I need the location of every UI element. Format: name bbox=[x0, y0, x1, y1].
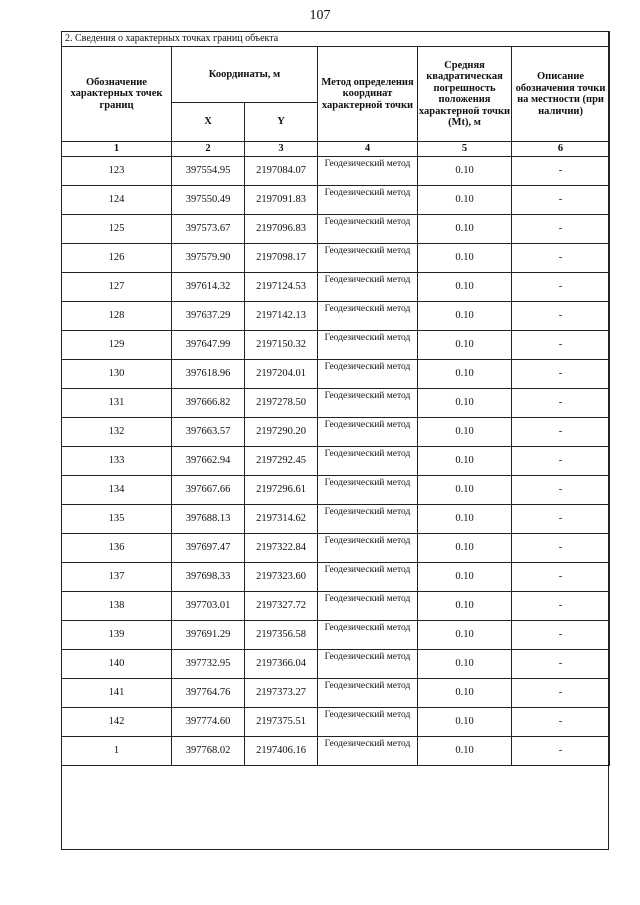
method-cell: Геодезический метод bbox=[318, 244, 418, 273]
accuracy-cell: 0.10 bbox=[418, 186, 512, 215]
accuracy-cell: 0.10 bbox=[418, 505, 512, 534]
x-coordinate-cell: 397698.33 bbox=[172, 563, 245, 592]
y-coordinate-cell: 2197084.07 bbox=[245, 157, 318, 186]
y-coordinate-cell: 2197366.04 bbox=[245, 650, 318, 679]
x-coordinate-cell: 397618.96 bbox=[172, 360, 245, 389]
page-number: 107 bbox=[309, 8, 331, 23]
description-cell: - bbox=[512, 476, 610, 505]
description-cell: - bbox=[512, 331, 610, 360]
point-cell: 130 bbox=[62, 360, 172, 389]
y-coordinate-cell: 2197124.53 bbox=[245, 273, 318, 302]
method-cell: Геодезический метод bbox=[318, 331, 418, 360]
table-row bbox=[62, 360, 610, 389]
point-cell: 1 bbox=[62, 737, 172, 766]
y-coordinate-cell: 2197406.16 bbox=[245, 737, 318, 766]
method-cell: Геодезический метод bbox=[318, 389, 418, 418]
point-cell: 123 bbox=[62, 157, 172, 186]
x-coordinate-cell: 397614.32 bbox=[172, 273, 245, 302]
method-cell: Геодезический метод bbox=[318, 157, 418, 186]
column-number: 5 bbox=[418, 142, 512, 157]
description-cell: - bbox=[512, 157, 610, 186]
accuracy-cell: 0.10 bbox=[418, 447, 512, 476]
point-cell: 134 bbox=[62, 476, 172, 505]
method-cell: Геодезический метод bbox=[318, 650, 418, 679]
accuracy-cell: 0.10 bbox=[418, 389, 512, 418]
table-row bbox=[62, 186, 610, 215]
point-cell: 128 bbox=[62, 302, 172, 331]
x-coordinate-cell: 397554.95 bbox=[172, 157, 245, 186]
description-cell: - bbox=[512, 737, 610, 766]
point-cell: 136 bbox=[62, 534, 172, 563]
table-row bbox=[62, 534, 610, 563]
table-row bbox=[62, 244, 610, 273]
y-coordinate-cell: 2197091.83 bbox=[245, 186, 318, 215]
x-coordinate-cell: 397764.76 bbox=[172, 679, 245, 708]
y-coordinate-cell: 2197322.84 bbox=[245, 534, 318, 563]
description-cell: - bbox=[512, 273, 610, 302]
description-cell: - bbox=[512, 360, 610, 389]
x-coordinate-cell: 397647.99 bbox=[172, 331, 245, 360]
y-coordinate-cell: 2197204.01 bbox=[245, 360, 318, 389]
point-cell: 131 bbox=[62, 389, 172, 418]
method-cell: Геодезический метод bbox=[318, 592, 418, 621]
accuracy-cell: 0.10 bbox=[418, 737, 512, 766]
accuracy-cell: 0.10 bbox=[418, 331, 512, 360]
table-row bbox=[62, 302, 610, 331]
accuracy-cell: 0.10 bbox=[418, 244, 512, 273]
accuracy-cell: 0.10 bbox=[418, 157, 512, 186]
table-row bbox=[62, 157, 610, 186]
y-coordinate-cell: 2197373.27 bbox=[245, 679, 318, 708]
description-cell: - bbox=[512, 708, 610, 737]
header-coordinates: Координаты, м bbox=[172, 47, 318, 103]
accuracy-cell: 0.10 bbox=[418, 621, 512, 650]
description-cell: - bbox=[512, 215, 610, 244]
accuracy-cell: 0.10 bbox=[418, 215, 512, 244]
point-cell: 137 bbox=[62, 563, 172, 592]
table-row bbox=[62, 650, 610, 679]
point-cell: 141 bbox=[62, 679, 172, 708]
table-row bbox=[62, 737, 610, 766]
y-coordinate-cell: 2197142.13 bbox=[245, 302, 318, 331]
method-cell: Геодезический метод bbox=[318, 215, 418, 244]
description-cell: - bbox=[512, 302, 610, 331]
x-coordinate-cell: 397666.82 bbox=[172, 389, 245, 418]
header-x: X bbox=[172, 103, 245, 142]
method-cell: Геодезический метод bbox=[318, 505, 418, 534]
method-cell: Геодезический метод bbox=[318, 447, 418, 476]
point-cell: 133 bbox=[62, 447, 172, 476]
point-cell: 127 bbox=[62, 273, 172, 302]
method-cell: Геодезический метод bbox=[318, 563, 418, 592]
point-cell: 129 bbox=[62, 331, 172, 360]
x-coordinate-cell: 397688.13 bbox=[172, 505, 245, 534]
y-coordinate-cell: 2197292.45 bbox=[245, 447, 318, 476]
x-coordinate-cell: 397697.47 bbox=[172, 534, 245, 563]
point-cell: 125 bbox=[62, 215, 172, 244]
y-coordinate-cell: 2197323.60 bbox=[245, 563, 318, 592]
point-cell: 135 bbox=[62, 505, 172, 534]
table-row bbox=[62, 447, 610, 476]
description-cell: - bbox=[512, 447, 610, 476]
table-row bbox=[62, 418, 610, 447]
column-number: 2 bbox=[172, 142, 245, 157]
y-coordinate-cell: 2197314.62 bbox=[245, 505, 318, 534]
method-cell: Геодезический метод bbox=[318, 476, 418, 505]
description-cell: - bbox=[512, 592, 610, 621]
method-cell: Геодезический метод bbox=[318, 273, 418, 302]
point-cell: 140 bbox=[62, 650, 172, 679]
header-designation: Обозначение характерных точек границ bbox=[62, 47, 172, 142]
point-cell: 126 bbox=[62, 244, 172, 273]
method-cell: Геодезический метод bbox=[318, 186, 418, 215]
x-coordinate-cell: 397774.60 bbox=[172, 708, 245, 737]
table-row bbox=[62, 389, 610, 418]
table-row bbox=[62, 215, 610, 244]
accuracy-cell: 0.10 bbox=[418, 360, 512, 389]
x-coordinate-cell: 397637.29 bbox=[172, 302, 245, 331]
column-number: 3 bbox=[245, 142, 318, 157]
description-cell: - bbox=[512, 621, 610, 650]
x-coordinate-cell: 397550.49 bbox=[172, 186, 245, 215]
point-cell: 124 bbox=[62, 186, 172, 215]
column-number: 1 bbox=[62, 142, 172, 157]
y-coordinate-cell: 2197290.20 bbox=[245, 418, 318, 447]
method-cell: Геодезический метод bbox=[318, 302, 418, 331]
y-coordinate-cell: 2197356.58 bbox=[245, 621, 318, 650]
point-cell: 139 bbox=[62, 621, 172, 650]
point-cell: 132 bbox=[62, 418, 172, 447]
y-coordinate-cell: 2197296.61 bbox=[245, 476, 318, 505]
accuracy-cell: 0.10 bbox=[418, 708, 512, 737]
description-cell: - bbox=[512, 505, 610, 534]
x-coordinate-cell: 397732.95 bbox=[172, 650, 245, 679]
section-title: 2. Сведения о характерных точках границ объекта bbox=[62, 32, 610, 47]
point-cell: 138 bbox=[62, 592, 172, 621]
header-method: Метод определения координат характерной точки bbox=[318, 47, 418, 142]
description-cell: - bbox=[512, 679, 610, 708]
description-cell: - bbox=[512, 186, 610, 215]
y-coordinate-cell: 2197150.32 bbox=[245, 331, 318, 360]
x-coordinate-cell: 397662.94 bbox=[172, 447, 245, 476]
method-cell: Геодезический метод bbox=[318, 360, 418, 389]
method-cell: Геодезический метод bbox=[318, 621, 418, 650]
table-row bbox=[62, 273, 610, 302]
accuracy-cell: 0.10 bbox=[418, 273, 512, 302]
method-cell: Геодезический метод bbox=[318, 418, 418, 447]
header-y: Y bbox=[245, 103, 318, 142]
table-row bbox=[62, 563, 610, 592]
table-row bbox=[62, 592, 610, 621]
method-cell: Геодезический метод bbox=[318, 708, 418, 737]
table-row bbox=[62, 679, 610, 708]
y-coordinate-cell: 2197278.50 bbox=[245, 389, 318, 418]
description-cell: - bbox=[512, 418, 610, 447]
x-coordinate-cell: 397691.29 bbox=[172, 621, 245, 650]
method-cell: Геодезический метод bbox=[318, 534, 418, 563]
accuracy-cell: 0.10 bbox=[418, 418, 512, 447]
description-cell: - bbox=[512, 563, 610, 592]
accuracy-cell: 0.10 bbox=[418, 534, 512, 563]
accuracy-cell: 0.10 bbox=[418, 592, 512, 621]
x-coordinate-cell: 397667.66 bbox=[172, 476, 245, 505]
method-cell: Геодезический метод bbox=[318, 679, 418, 708]
x-coordinate-cell: 397573.67 bbox=[172, 215, 245, 244]
description-cell: - bbox=[512, 534, 610, 563]
y-coordinate-cell: 2197096.83 bbox=[245, 215, 318, 244]
point-cell: 142 bbox=[62, 708, 172, 737]
accuracy-cell: 0.10 bbox=[418, 476, 512, 505]
x-coordinate-cell: 397663.57 bbox=[172, 418, 245, 447]
x-coordinate-cell: 397579.90 bbox=[172, 244, 245, 273]
description-cell: - bbox=[512, 650, 610, 679]
y-coordinate-cell: 2197375.51 bbox=[245, 708, 318, 737]
points-table-frame bbox=[61, 31, 609, 850]
accuracy-cell: 0.10 bbox=[418, 650, 512, 679]
y-coordinate-cell: 2197098.17 bbox=[245, 244, 318, 273]
column-number: 6 bbox=[512, 142, 610, 157]
header-accuracy: Средняя квадратическая погрешность положения характерной точки (Mt), м bbox=[418, 47, 512, 142]
x-coordinate-cell: 397703.01 bbox=[172, 592, 245, 621]
accuracy-cell: 0.10 bbox=[418, 302, 512, 331]
x-coordinate-cell: 397768.02 bbox=[172, 737, 245, 766]
table-row bbox=[62, 708, 610, 737]
table-row bbox=[62, 476, 610, 505]
header-description: Описание обозначения точки на местности (при наличии) bbox=[512, 47, 610, 142]
method-cell: Геодезический метод bbox=[318, 737, 418, 766]
y-coordinate-cell: 2197327.72 bbox=[245, 592, 318, 621]
accuracy-cell: 0.10 bbox=[418, 679, 512, 708]
boundary-points-table bbox=[61, 31, 610, 766]
column-number: 4 bbox=[318, 142, 418, 157]
table-row bbox=[62, 505, 610, 534]
description-cell: - bbox=[512, 389, 610, 418]
table-row bbox=[62, 331, 610, 360]
table-row bbox=[62, 621, 610, 650]
accuracy-cell: 0.10 bbox=[418, 563, 512, 592]
description-cell: - bbox=[512, 244, 610, 273]
